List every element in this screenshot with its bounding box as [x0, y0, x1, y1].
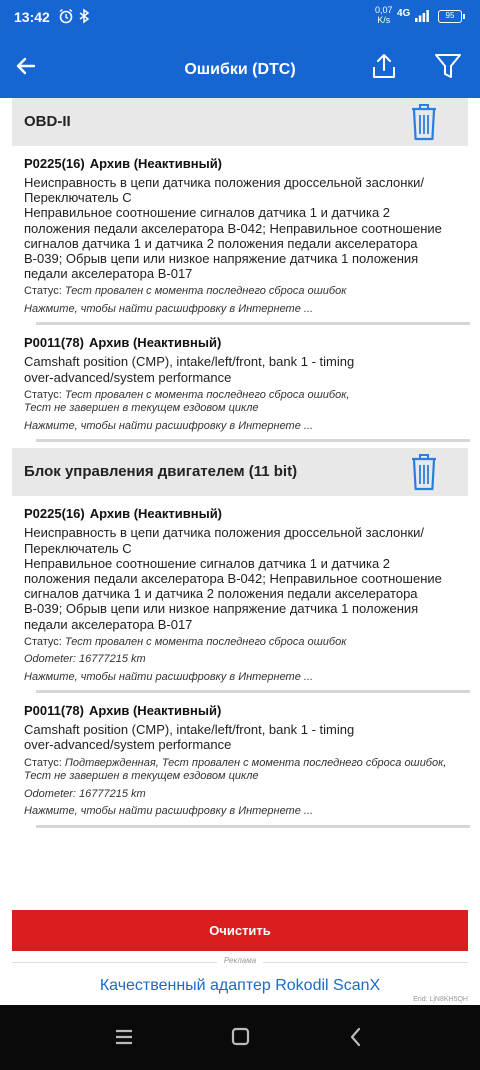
dtc-status-text: Тест провален с момента последнего сброса ошибок [64, 285, 347, 298]
dtc-status-line [24, 285, 456, 299]
dtc-description-line: Неисправность в цепи датчика положения дроссельной заслонки/ [24, 175, 425, 190]
clear-button[interactable]: Очистить [12, 910, 468, 951]
dtc-status-line [24, 636, 456, 650]
filter-icon[interactable] [432, 50, 464, 82]
dtc-status-label: Статус: [24, 388, 62, 401]
dtc-status-label: Статус: [24, 285, 62, 298]
dtc-status-text: Тест провален с момента последнего сброса ошибок, [64, 388, 350, 401]
dtc-description-line: положения педали акселератора B-042; Неправильное соотношение [24, 570, 442, 586]
bluetooth-icon [76, 8, 92, 24]
dtc-status-label: Статус: [24, 756, 62, 769]
dtc-status-text: Подтвержденная, Тест провален с момента последнего сброса ошибок, [64, 756, 447, 769]
section-title: OBD-II [24, 113, 71, 130]
ad-divider-right [263, 962, 468, 963]
dtc-description [24, 175, 456, 281]
dtc-description-line: over-advanced/system performance [24, 737, 232, 753]
menu-icon[interactable] [108, 1023, 140, 1051]
dtc-status [24, 757, 456, 784]
signal-icon [415, 10, 429, 22]
ad-label: Реклама [223, 956, 257, 965]
dtc-status-line: Тест не завершен в текущем ездовом цикле [24, 770, 259, 783]
dtc-code: P0011(78) [24, 335, 84, 351]
dtc-divider [36, 439, 470, 442]
dtc-description-line: сигналов датчика 1 и датчика 2 положения педали акселератора [24, 235, 418, 251]
dtc-description-line: Неисправность в цепи датчика положения дроссельной заслонки/ [24, 525, 425, 541]
dtc-item[interactable] [12, 496, 468, 693]
dtc-description-line: Неправильное соотношение сигналов датчика 1 и датчика 2 [24, 555, 391, 571]
section-header [12, 98, 468, 146]
dtc-description-line: Camshaft position (CMP), intake/left/front, bank 1 - timing [24, 722, 355, 738]
dtc-description-line: over-advanced/system performance [24, 369, 232, 385]
section-title: Блок управления двигателем (11 bit) [24, 463, 298, 481]
dtc-description-line: B-039; Обрыв цепи или низкое напряжение датчика 1 положения [24, 251, 419, 267]
dtc-status-line: Тест не завершен в текущем ездовом цикле [24, 402, 259, 415]
status-bar [0, 0, 480, 36]
dtc-description-line: B-039; Обрыв цепи или низкое напряжение датчика 1 положения [24, 601, 419, 617]
dtc-search-link[interactable]: Нажмите, чтобы найти расшифровку в Интернете ... [24, 419, 314, 432]
page-title: Ошибки (DTC) [184, 61, 296, 78]
ad-label-row [12, 956, 468, 968]
dtc-odometer: Odometer: 16777215 km [24, 787, 146, 800]
dtc-code: P0011(78) [24, 703, 84, 719]
dtc-description-line: положения педали акселератора B-042; Неправильное соотношение [24, 220, 442, 236]
network-speed [375, 5, 393, 25]
dtc-status-line [24, 389, 456, 403]
dtc-state: Архив (Неактивный) [89, 156, 223, 171]
dtc-description [24, 722, 456, 752]
share-icon[interactable] [368, 50, 400, 82]
dtc-status-text: Тест провален с момента последнего сброса ошибок [64, 635, 347, 648]
system-nav-bar [0, 1005, 480, 1070]
dtc-search-link[interactable]: Нажмите, чтобы найти расшифровку в Интернете ... [24, 670, 314, 683]
dtc-status-label: Статус: [24, 635, 62, 648]
dtc-header [24, 156, 456, 172]
dtc-code: P0225(16) [24, 156, 85, 171]
ad-link[interactable]: Качественный адаптер Rokodil ScanX [99, 977, 381, 994]
dtc-divider [36, 825, 470, 828]
dtc-search-link[interactable]: Нажмите, чтобы найти расшифровку в Интернете ... [24, 302, 314, 315]
dtc-description [24, 354, 456, 384]
battery-indicator: 95 [438, 10, 462, 23]
dtc-description-line: педали акселератора B-017 [24, 616, 193, 632]
dtc-header [24, 506, 456, 522]
dtc-state: Архив (Неактивный) [89, 335, 222, 351]
dtc-description-line: Camshaft position (CMP), intake/left/front, bank 1 - timing [24, 354, 355, 370]
speed-unit: K/s [377, 15, 391, 25]
alarm-icon [58, 8, 74, 24]
trash-icon[interactable] [408, 452, 440, 492]
dtc-state: Архив (Неактивный) [89, 506, 223, 522]
ad-id: Erid: LjN8KH5QH [413, 996, 468, 1003]
dtc-code: P0225(16) [24, 506, 85, 522]
dtc-item[interactable] [12, 325, 468, 442]
status-time: 13:42 [14, 9, 50, 25]
dtc-list [0, 98, 480, 828]
dtc-status-line [24, 757, 456, 771]
dtc-description-line: сигналов датчика 1 и датчика 2 положения педали акселератора [24, 586, 418, 602]
dtc-item[interactable] [12, 146, 468, 325]
dtc-header [24, 335, 456, 351]
back-icon[interactable] [340, 1023, 372, 1051]
dtc-description-line: Переключатель C [24, 540, 132, 556]
trash-icon[interactable] [408, 102, 440, 142]
dtc-description [24, 525, 456, 631]
dtc-state: Архив (Неактивный) [89, 703, 222, 719]
app-bar [0, 36, 480, 98]
dtc-description-line: педали акселератора B-017 [24, 266, 193, 282]
dtc-header [24, 703, 456, 719]
dtc-status [24, 636, 456, 650]
dtc-item[interactable] [12, 693, 468, 827]
speed-value: 0,07 [375, 5, 393, 15]
network-type: 4G [397, 8, 411, 19]
dtc-status [24, 389, 456, 416]
dtc-description-line: Неправильное соотношение сигналов датчика 1 и датчика 2 [24, 205, 391, 221]
dtc-description-line: Переключатель C [24, 190, 132, 206]
dtc-search-link[interactable]: Нажмите, чтобы найти расшифровку в Интернете ... [24, 805, 314, 818]
home-icon[interactable] [224, 1023, 256, 1051]
dtc-odometer: Odometer: 16777215 km [24, 653, 146, 666]
dtc-status [24, 285, 456, 299]
section-header [12, 448, 468, 496]
